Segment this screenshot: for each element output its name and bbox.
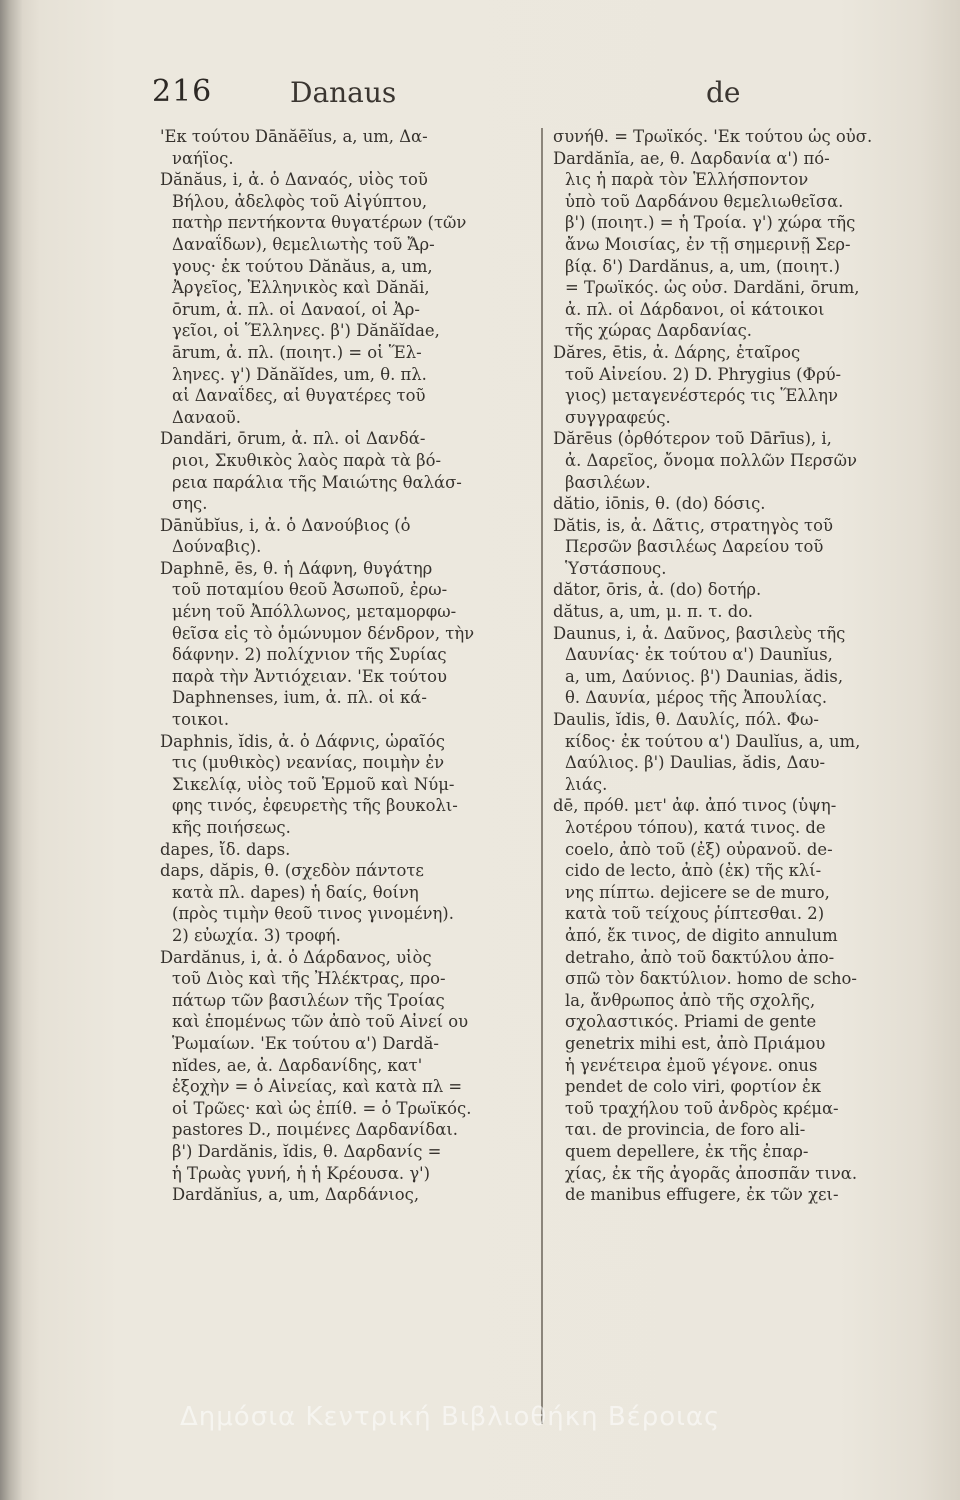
dictionary-line: coelo, ἀπὸ τοῦ (ἐξ) οὐρανοῦ. de- xyxy=(565,839,833,859)
dictionary-line: Daulis, ĭdis, θ. Δαυλίς, πόλ. Φω- xyxy=(553,710,819,730)
dictionary-line: β') Dardănis, ĭdis, θ. Δαρδανίς = xyxy=(172,1141,442,1161)
dictionary-line: Dătis, is, ἀ. Δᾶτις, στρατηγὸς τοῦ xyxy=(553,515,833,535)
dictionary-line: genetrix mihi est, ἀπὸ Πριάμου xyxy=(565,1033,826,1053)
page-number: 216 xyxy=(152,74,213,109)
dictionary-line: dē, πρόθ. μετ' ἀφ. ἀπό τινος (ὑψη- xyxy=(553,796,837,816)
dictionary-line: nĭdes, ae, ἀ. Δαρδανίδης, κατ' xyxy=(172,1055,423,1075)
dictionary-line: ἀπό, ἔκ τινος, de digito annulum xyxy=(565,925,838,945)
dictionary-line: τις (μυθικὸς) νεανίας, ποιμὴν ἐν xyxy=(172,753,445,773)
dictionary-line: Δαύλιος. β') Daulias, ădis, Δαυ- xyxy=(565,753,826,773)
dictionary-line: quem depellere, ἐκ τῆς ἐπαρ- xyxy=(565,1141,809,1161)
dictionary-line: Ῥωμαίων. 'Εκ τούτου α') Dardă- xyxy=(172,1033,439,1053)
dictionary-line: pendet de colo viri, φορτίον ἐκ xyxy=(565,1077,822,1097)
dictionary-line: τοικοι. xyxy=(172,710,230,730)
dictionary-line: τοῦ Αἰνείου. 2) D. Phrygius (Φρύ- xyxy=(565,364,842,384)
column-divider xyxy=(541,128,543,1424)
dictionary-line: = Τρωϊκός. ὡς οὐσ. Dardăni, ōrum, xyxy=(565,278,860,298)
dictionary-line: Dandări, ōrum, ἀ. πλ. οἱ Δανδά- xyxy=(160,429,426,449)
dictionary-line: ἀ. Δαρεῖος, ὄνομα πολλῶν Περσῶν xyxy=(565,450,857,470)
dictionary-line: Δούναβις). xyxy=(172,537,262,557)
dictionary-line: dător, ōris, ἀ. (do) δοτήρ. xyxy=(553,580,762,600)
dictionary-line: σης. xyxy=(172,494,208,514)
dictionary-line: θεῖσα εἰς τὸ ὁμώνυμον δένδρον, τὴν xyxy=(172,623,475,643)
dictionary-line: ἄνω Μοισίας, ἐν τῇ σημερινῇ Σερ- xyxy=(565,234,851,254)
dictionary-line: Περσῶν βασιλέως Δαρείου τοῦ xyxy=(565,537,824,557)
dictionary-line: Σικελίᾳ, υἱὸς τοῦ Ἑρμοῦ καὶ Νύμ- xyxy=(172,774,455,794)
dictionary-line: σχολαστικός. Priami de gente xyxy=(565,1012,817,1032)
dictionary-line: Ἀργεῖος, Ἑλληνικὸς καὶ Dănăi, xyxy=(172,278,430,298)
dictionary-line: ārum, ἀ. πλ. (ποιητ.) = οἱ Ἕλ- xyxy=(172,342,422,362)
dictionary-line: αἱ Δαναΐδες, αἱ θυγατέρες τοῦ xyxy=(172,386,426,406)
dictionary-line: πατὴρ πεντήκοντα θυγατέρων (τῶν xyxy=(172,213,467,233)
dictionary-line: ὑπὸ τοῦ Δαρδάνου θεμελιωθεῖσα. xyxy=(565,191,844,211)
dictionary-line: ριοι, Σκυθικὸς λαὸς παρὰ τὰ βό- xyxy=(172,450,442,470)
dictionary-line: a, um, Δαύνιος. β') Daunias, ădis, xyxy=(565,666,844,686)
dictionary-line: λις ἡ παρὰ τὸν Ἑλλήσποντον xyxy=(565,170,809,190)
dictionary-line: Dărēus (ὀρθότερον τοῦ Dārīus), i, xyxy=(553,429,832,449)
page-header xyxy=(0,70,960,116)
dictionary-line: (πρὸς τιμὴν θεοῦ τινος γινομένη). xyxy=(172,904,454,924)
dictionary-line: detraho, ἀπὸ τοῦ δακτύλου ἀπο- xyxy=(565,947,835,967)
dictionary-line: Dardănĭa, ae, θ. Δαρδανία α') πό- xyxy=(553,148,830,168)
dictionary-line: τοῦ ποταμίου θεοῦ Ἀσωποῦ, ἐρω- xyxy=(172,580,448,600)
dictionary-line: la, ἄνθρωπος ἀπὸ τῆς σχολῆς, xyxy=(565,990,816,1010)
dictionary-line: 'Εκ τούτου Dānăēĭus, a, um, Δα- xyxy=(160,127,428,146)
dictionary-line: τοῦ Διὸς καὶ τῆς Ἠλέκτρας, προ- xyxy=(172,969,446,989)
dictionary-line: γεῖοι, οἱ Ἕλληνες. β') Dănăĭdae, xyxy=(172,321,440,341)
dictionary-line: κίδος· ἐκ τούτου α') Daulĭus, a, um, xyxy=(565,731,861,751)
dictionary-line: Δαυνίας· ἐκ τούτου α') Daunĭus, xyxy=(565,645,833,665)
dictionary-line: φης τινός, ἐφευρετὴς τῆς βουκολι- xyxy=(172,796,458,816)
dictionary-line: τοῦ τραχήλου τοῦ ἀνδρὸς κρέμα- xyxy=(565,1098,839,1118)
dictionary-line: δάφνην. 2) πολίχνιον τῆς Συρίας xyxy=(172,645,447,665)
dictionary-line: νης πίπτω. dejicere se de muro, xyxy=(565,882,830,902)
dictionary-line: dătus, a, um, μ. π. τ. do. xyxy=(553,602,753,622)
dictionary-line: daps, dăpis, θ. (σχεδὸν πάντοτε xyxy=(160,861,424,881)
dictionary-line: dătio, iōnis, θ. (do) δόσις. xyxy=(553,494,766,514)
dictionary-line: πάτωρ τῶν βασιλέων τῆς Τροίας xyxy=(172,990,445,1010)
dictionary-line: κῆς ποιήσεως. xyxy=(172,818,291,837)
dictionary-line: ἡ Τρωὰς γυνή, ἡ ἡ Κρέουσα. γ') xyxy=(172,1163,431,1183)
dictionary-line: Dānŭbĭus, i, ἀ. ὁ Δανούβιος (ὁ xyxy=(160,515,411,535)
dictionary-line: Δαναοῦ. xyxy=(172,407,241,427)
dictionary-line: βασιλέων. xyxy=(565,472,651,492)
dictionary-line: βίᾳ. δ') Dardănus, a, um, (ποιητ.) xyxy=(565,256,840,276)
dictionary-line: de manibus effugere, ἐκ τῶν χει- xyxy=(565,1185,839,1205)
dictionary-line: Dăres, ētis, ἀ. Δάρης, ἑταῖρος xyxy=(553,342,801,362)
dictionary-line: dapes, ἴδ. daps. xyxy=(160,839,291,859)
dictionary-line: οἱ Τρῶες· καὶ ὡς ἐπίθ. = ὁ Τρωϊκός. xyxy=(172,1098,472,1118)
dictionary-line: θ. Δαυνία, μέρος τῆς Ἀπουλίας. xyxy=(565,688,828,708)
dictionary-line: γους· ἐκ τούτου Dănăus, a, um, xyxy=(172,256,433,276)
dictionary-line: χίας, ἐκ τῆς ἀγορᾶς ἀποσπᾶν τινα. xyxy=(565,1163,858,1183)
dictionary-line: Ὑστάσπους. xyxy=(565,558,667,578)
dictionary-line: Βήλου, ἀδελφὸς τοῦ Αἰγύπτου, xyxy=(172,191,428,211)
dictionary-line: κατὰ τοῦ τείχους ῥίπτεσθαι. 2) xyxy=(565,904,825,924)
dictionary-line: ōrum, ἀ. πλ. οἱ Δαναοί, οἱ Ἀρ- xyxy=(172,299,420,319)
right-column xyxy=(553,126,925,1206)
dictionary-line: ρεια παράλια τῆς Μαιώτης θαλάσ- xyxy=(172,472,462,492)
dictionary-line: Dardănus, i, ἀ. ὁ Δάρδανος, υἱὸς xyxy=(160,947,432,967)
dictionary-line: συνήθ. = Τρωϊκός. 'Εκ τούτου ὡς οὐσ. xyxy=(553,127,873,146)
right-running-headword: de xyxy=(706,76,741,109)
dictionary-line: Daphnis, ĭdis, ἀ. ὁ Δάφνις, ὡραῖός xyxy=(160,731,445,751)
dictionary-line: ἐξοχὴν = ὁ Αἰνείας, καὶ κατὰ πλ = xyxy=(172,1077,463,1097)
dictionary-line: τῆς χώρας Δαρδανίας. xyxy=(565,321,752,341)
dictionary-line: καὶ ἑπομένως τῶν ἀπὸ τοῦ Αἰνεί ου xyxy=(172,1012,469,1032)
library-watermark: Δημόσια Κεντρική Βιβλιοθήκη Βέροιας xyxy=(180,1402,721,1432)
dictionary-line: παρὰ τὴν Ἀντιόχειαν. 'Εκ τούτου xyxy=(172,666,448,686)
dictionary-line: Daunus, i, ἀ. Δαῦνος, βασιλεὺς τῆς xyxy=(553,623,846,643)
left-column xyxy=(160,126,532,1206)
dictionary-line: ναήϊος. xyxy=(172,148,234,168)
dictionary-line: ἀ. πλ. οἱ Δάρδανοι, οἱ κάτοικοι xyxy=(565,299,825,319)
dictionary-line: κατὰ πλ. dapes) ἡ δαίς, θοίνη xyxy=(172,882,419,902)
dictionary-line: συγγραφεύς. xyxy=(565,407,671,427)
dictionary-line: γιος) μεταγενέστερός τις Ἕλλην xyxy=(565,386,838,406)
dictionary-line: Δαναΐδων), θεμελιωτὴς τοῦ Ἄρ- xyxy=(172,234,435,254)
dictionary-line: λοτέρου τόπου), κατά τινος. de xyxy=(565,818,826,837)
dictionary-line: Dardănĭus, a, um, Δαρδάνιος, xyxy=(172,1185,420,1205)
dictionary-line: σπῶ τὸν δακτύλιον. homo de scho- xyxy=(565,969,857,989)
dictionary-line: ληνες. γ') Dănăĭdes, um, θ. πλ. xyxy=(172,364,427,384)
left-running-headword: Danaus xyxy=(290,76,397,109)
dictionary-line: λιάς. xyxy=(565,774,608,794)
dictionary-line: Dănăus, i, ἀ. ὁ Δαναός, υἱὸς τοῦ xyxy=(160,170,428,190)
dictionary-line: cido de lecto, ἀπὸ (ἐκ) τῆς κλί- xyxy=(565,861,822,881)
dictionary-line: Daphnē, ēs, θ. ἡ Δάφνη, θυγάτηρ xyxy=(160,558,433,578)
dictionary-line: Daphnenses, ium, ἀ. πλ. οἱ κά- xyxy=(172,688,427,708)
dictionary-line: β') (ποιητ.) = ἡ Τροία. γ') χώρα τῆς xyxy=(565,213,856,233)
dictionary-line: ἡ γενέτειρα ἐμοῦ γέγονε. onus xyxy=(565,1055,818,1075)
dictionary-line: μένη τοῦ Ἀπόλλωνος, μεταμορφω- xyxy=(172,602,457,622)
dictionary-line: 2) εὐωχία. 3) τροφή. xyxy=(172,925,341,945)
dictionary-line: pastores D., ποιμένες Δαρδανίδαι. xyxy=(172,1120,458,1140)
book-spine-shadow xyxy=(0,0,22,1500)
dictionary-line: ται. de provincia, de foro ali- xyxy=(565,1120,806,1140)
